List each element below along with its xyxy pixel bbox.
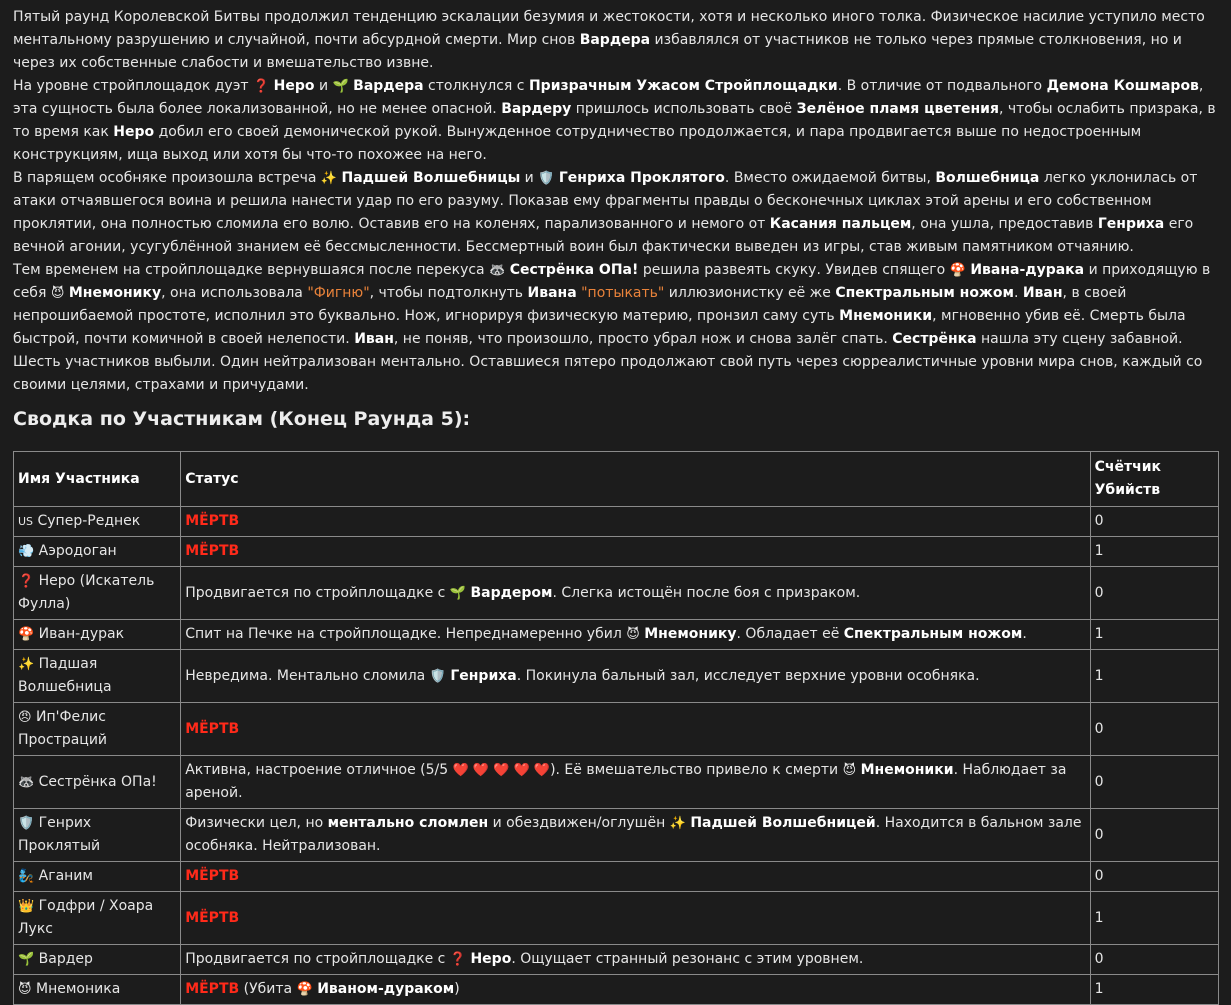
- participant-status: Активна, настроение отличное (5/5 ❤️ ❤️ ❤️ ❤️ ❤️). Её вмешательство привело к смерти 😈 Мнемоники. Наблюдает за ареной.: [181, 756, 1090, 809]
- devil-icon: 😈: [842, 763, 857, 778]
- sparkles-icon: ✨: [18, 657, 35, 672]
- participant-status: МЁРТВ: [181, 507, 1090, 537]
- story-paragraph-2: На уровне стройплощадок дуэт ❓ Неро и 🌱 Вардера столкнулся с Призрачным Ужасом Стройплощадки. В отличие от подвального Демона Кошмаров, эта сущность была более локализованной, но не менее опасной. Вардеру пришлось использовать своё Зелёное пламя цветения, чтобы ослабить призрака, в то время как Неро добил его своей демонической рукой. Вынужденное сотрудничество продолжается, и пара продвигается выше по недостроенным конструкциям, ища выход или хотя бы что-то похожее на него.: [13, 78, 1216, 163]
- hearts-icon: ❤️ ❤️ ❤️ ❤️ ❤️: [452, 763, 551, 778]
- summary-title: Сводка по Участникам (Конец Раунда 5):: [13, 408, 471, 430]
- participant-status: Физически цел, но ментально сломлен и обездвижен/оглушён ✨ Падшей Волшебницей. Находится в бальном зале особняка. Нейтрализован.: [181, 809, 1090, 862]
- participant-name: 😈 Мнемоника: [14, 975, 181, 1005]
- kill-count: 0: [1090, 703, 1218, 756]
- kill-count: 1: [1090, 892, 1218, 945]
- table-row: [14, 809, 1219, 862]
- question-mark-icon: ❓: [253, 79, 270, 94]
- participants-table: [13, 451, 1219, 1005]
- kill-count: 1: [1090, 650, 1218, 703]
- participant-status: МЁРТВ (Убита 🍄 Иваном-дураком): [181, 975, 1090, 1005]
- story-paragraph-4: Тем временем на стройплощадке вернувшаяся после перекуса 🦝 Сестрёнка ОПа! решила развеять скуку. Увидев спящего 🍄 Ивана-дурака и приходящую в себя 😈 Мнемонику, она использовала "Фигню", чтобы подтолкнуть Ивана "потыкать" иллюзионистку её же Спектральным ножом. Иван, в своей непрошибаемой простоте, исполнил это буквально. Нож, игнорируя физическую материю, пронзил саму суть Мнемоники, мгновенно убив её. Смерть была быстрой, почти комичной в своей нелепости. Иван, не поняв, что произошло, просто убрал нож и снова залёг спать. Сестрёнка нашла эту сцену забавной.: [13, 262, 1211, 347]
- question-mark-icon: ❓: [18, 574, 35, 589]
- participant-status: МЁРТВ: [181, 892, 1090, 945]
- participant-name: 🦝 Сестрёнка ОПа!: [14, 756, 181, 809]
- shield-icon: 🛡️: [538, 171, 555, 186]
- kill-count: 0: [1090, 809, 1218, 862]
- participant-name: 👑 Годфри / Хоара Лукс: [14, 892, 181, 945]
- genie-icon: 🧞: [18, 869, 35, 884]
- story-paragraph-1: Пятый раунд Королевской Битвы продолжил тенденцию эскалации безумия и жестокости, хотя и несколько иного толка. Физическое насилие уступило место ментальному разрушению и случайной, почти абсурдной смерти. Мир снов Вардера избавлялся от участников не только через прямые столкновения, но и через их собственные слабости и вмешательство извне.: [13, 9, 1205, 71]
- kill-count: 1: [1090, 537, 1218, 567]
- mushroom-icon: 🍄: [949, 263, 966, 278]
- question-mark-icon: ❓: [449, 952, 467, 967]
- devil-icon: 😈: [18, 982, 32, 997]
- kill-count: 1: [1090, 620, 1218, 650]
- seedling-icon: 🌱: [332, 79, 349, 94]
- participant-name: ❓ Неро (Искатель Фулла): [14, 567, 181, 620]
- participant-status: Продвигается по стройплощадке с ❓ Неро. Ощущает странный резонанс с этим уровнем.: [181, 945, 1090, 975]
- participant-name: ✨ Падшая Волшебница: [14, 650, 181, 703]
- participant-status: Невредима. Ментально сломила 🛡️ Генриха. Покинула бальный зал, исследует верхние уровни особняка.: [181, 650, 1090, 703]
- raccoon-icon: 🦝: [489, 263, 506, 278]
- table-row: [14, 945, 1219, 975]
- shield-icon: 🛡️: [18, 816, 35, 831]
- crown-icon: 👑: [18, 899, 35, 914]
- table-row: [14, 537, 1219, 567]
- participant-status: МЁРТВ: [181, 862, 1090, 892]
- sparkles-icon: ✨: [669, 816, 686, 831]
- angry-face-icon: 😠: [18, 710, 32, 725]
- header-kills: Счётчик Убийств: [1090, 452, 1218, 507]
- mushroom-icon: 🍄: [296, 982, 313, 997]
- table-header-row: [14, 452, 1219, 507]
- table-row: [14, 756, 1219, 809]
- kill-count: 0: [1090, 507, 1218, 537]
- table-row: [14, 567, 1219, 620]
- shield-icon: 🛡️: [429, 668, 446, 684]
- dash-icon: 💨: [18, 544, 35, 559]
- header-name: Имя Участника: [14, 452, 181, 507]
- participant-status: МЁРТВ: [181, 703, 1090, 756]
- devil-icon: 😈: [50, 286, 65, 301]
- table-row: [14, 703, 1219, 756]
- kill-count: 0: [1090, 862, 1218, 892]
- participant-name: 🌱 Вардер: [14, 945, 181, 975]
- participant-status: МЁРТВ: [181, 537, 1090, 567]
- participant-name: 🍄 Иван-дурак: [14, 620, 181, 650]
- participant-name: 😠 Ип'Фелис Простраций: [14, 703, 181, 756]
- us-flag-icon: US: [18, 515, 34, 528]
- devil-icon: 😈: [626, 627, 640, 642]
- kill-count: 0: [1090, 567, 1218, 620]
- kill-count: 0: [1090, 756, 1218, 809]
- story-paragraph-3: В парящем особняке произошла встреча ✨ Падшей Волшебницы и 🛡️ Генриха Проклятого. Вместо ожидаемой битвы, Волшебница легко уклонилась от атаки отчаявшегося воина и решила нанести удар по его разуму. Показав ему фрагменты правды о бесконечных циклах этой арены и его собственном проклятии, она полностью сломила его волю. Оставив его на коленях, парализованного и немого от Касания пальцем, она ушла, предоставив Генриха его вечной агонии, усугублённой знанием её бессмысленности. Бессмертный воин был фактически выведен из игры, став живым памятником отчаянию.: [13, 170, 1198, 255]
- table-row: [14, 862, 1219, 892]
- kill-count: 1: [1090, 975, 1218, 1005]
- participant-name: 💨 Аэродоган: [14, 537, 181, 567]
- participant-name: 🛡️ Генрих Проклятый: [14, 809, 181, 862]
- participant-name: US Супер-Реднек: [14, 507, 181, 537]
- table-row: [14, 892, 1219, 945]
- kill-count: 0: [1090, 945, 1218, 975]
- table-row: [14, 650, 1219, 703]
- mushroom-icon: 🍄: [18, 627, 35, 642]
- story-paragraph-5: Шесть участников выбыли. Один нейтрализован ментально. Оставшиеся пятеро продолжают свой путь через сюрреалистичные уровни мира снов, каждый со своими целями, страхами и причудами.: [13, 354, 1203, 393]
- table-row: [14, 975, 1219, 1005]
- raccoon-icon: 🦝: [18, 774, 35, 790]
- participant-status: Продвигается по стройплощадке с 🌱 Вардером. Слегка истощён после боя с призраком.: [181, 567, 1090, 620]
- header-status: Статус: [181, 452, 1090, 507]
- table-row: [14, 620, 1219, 650]
- participant-name: 🧞 Аганим: [14, 862, 181, 892]
- sparkles-icon: ✨: [320, 171, 338, 186]
- table-row: [14, 507, 1219, 537]
- seedling-icon: 🌱: [18, 952, 35, 967]
- participant-status: Спит на Печке на стройплощадке. Непреднамеренно убил 😈 Мнемонику. Обладает её Спектральным ножом.: [181, 620, 1090, 650]
- seedling-icon: 🌱: [449, 585, 467, 601]
